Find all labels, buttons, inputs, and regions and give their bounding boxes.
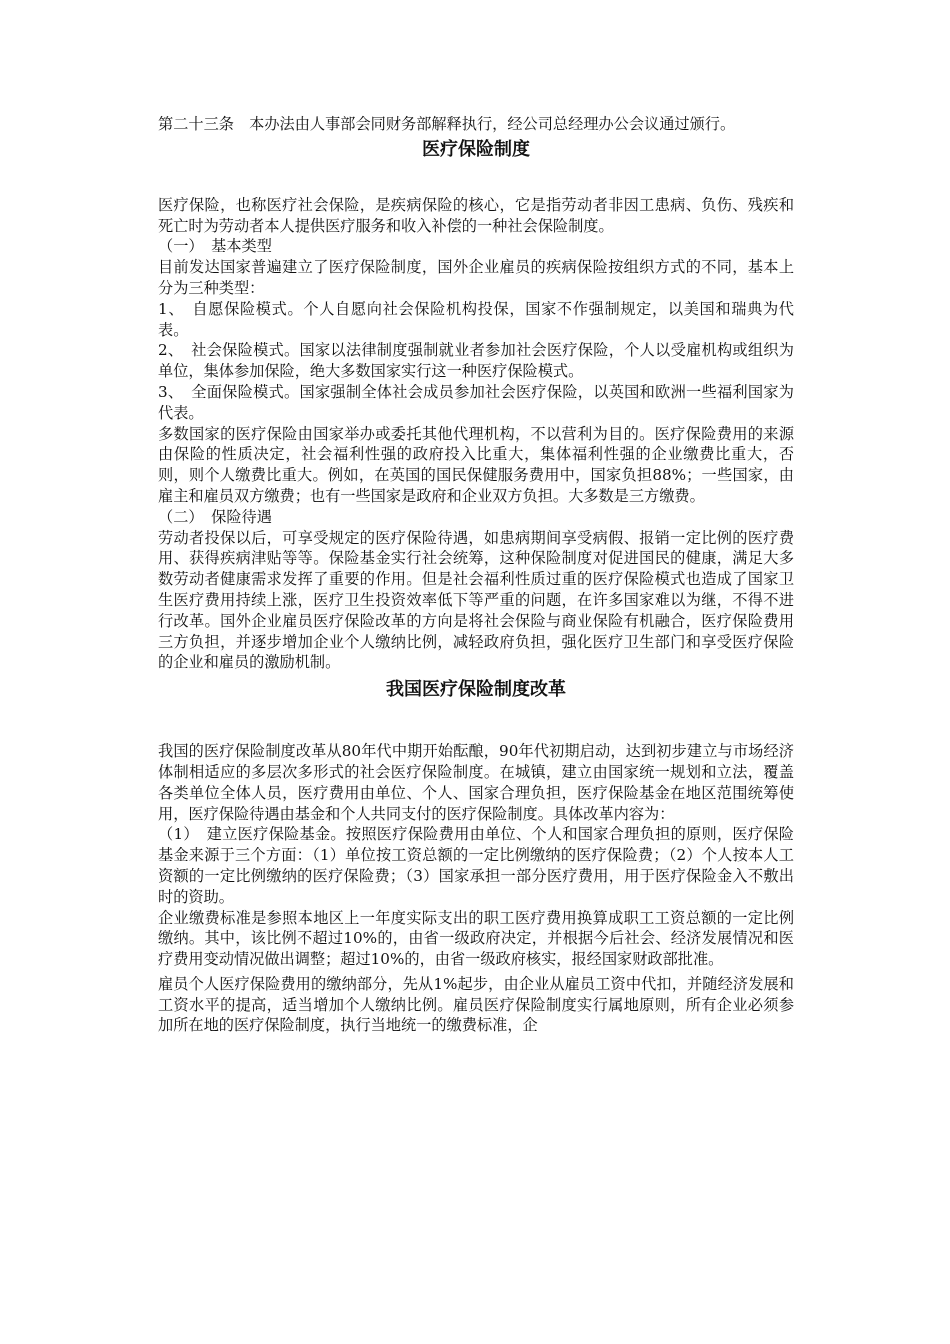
type-item-2: 2、 社会保险模式。国家以法律制度强制就业者参加社会医疗保险，个人以受雇机构或组织为单位，集体参加保险，绝大多数国家实行这一种医疗保险模式。 bbox=[158, 341, 794, 381]
benefits-paragraph: 劳动者投保以后，可享受规定的医疗保险待遇，如患病期间享受病假、报销一定比例的医疗费用、获得疾病津贴等等。保险基金实行社会统筹，这种保险制度对促进国民的健康，满足大多数劳动者健康需求发挥了重要的作用。但是社会福利性质过重的医疗保险模式也造成了国家卫生医疗费用持续上涨，医疗卫生投资效率低下等严重的问题，在许多国家难以为继，不得不进行改革。国外企业雇员医疗保险改革的方向是将社会保险与商业保险有机融合，医疗保险费用三方负担，并逐步增加企业个人缴纳比例，减轻政府负担，强化医疗卫生部门和享受医疗保险的企业和雇员的激励机制。 bbox=[158, 528, 794, 672]
subheading-benefits: （二） 保险待遇 bbox=[158, 507, 272, 526]
type-item-1: 1、 自愿保险模式。个人自愿向社会保险机构投保，国家不作强制规定，以美国和瑞典为代表。 bbox=[158, 299, 794, 339]
section-title-medical-insurance: 医疗保险制度 bbox=[422, 138, 530, 160]
funding-paragraph: 多数国家的医疗保险由国家举办或委托其他代理机构，不以营利为目的。医疗保险费用的来源由保险的性质决定，社会福利性强的政府投入比重大，集体福利性强的企业缴费比重大，否则，则个人缴费比重大。例如，在英国的国民保健服务费用中，国家负担88%；一些国家，由雇主和雇员双方缴费；也有一些国家是政府和企业双方负担。大多数是三方缴费。 bbox=[158, 424, 794, 505]
reform-intro-paragraph: 我国的医疗保险制度改革从80年代中期开始酝酿，90年代初期启动，达到初步建立与市场经济体制相适应的多层次多形式的社会医疗保险制度。在城镇，建立由国家统一规划和立法，覆盖各类单位全体人员，医疗费用由单位、个人、国家合理负担，医疗保险基金在地区范围统筹使用，医疗保险待遇由基金和个人共同支付的医疗保险制度。具体改革内容为： bbox=[158, 742, 794, 823]
page-bottom-blank bbox=[0, 1113, 950, 1344]
section-title-reform: 我国医疗保险制度改革 bbox=[386, 679, 566, 701]
article-23: 第二十三条 本办法由人事部会同财务部解释执行，经公司总经理办公会议通过颁行。 bbox=[158, 115, 736, 133]
types-intro-paragraph: 目前发达国家普遍建立了医疗保险制度，国外企业雇员的疾病保险按组织方式的不同，基本上分为三种类型： bbox=[158, 258, 794, 297]
employee-contribution-paragraph: 雇员个人医疗保险费用的缴纳部分，先从1%起步，由企业从雇员工资中代扣，并随经济发展和工资水平的提高，适当增加个人缴纳比例。雇员医疗保险制度实行属地原则，所有企业必须参加所在地的医疗保险制度，执行当地统一的缴费标准，企 bbox=[158, 974, 794, 1035]
type-item-3: 3、 全面保险模式。国家强制全体社会成员参加社会医疗保险，以英国和欧洲一些福利国家为代表。 bbox=[158, 382, 794, 422]
reform-item-1: （1） 建立医疗保险基金。按照医疗保险费用由单位、个人和国家合理负担的原则，医疗保险基金来源于三个方面：（1）单位按工资总额的一定比例缴纳的医疗保险费；（2）个人按本人工资额的一定比例缴纳的医疗保险费；（3）国家承担一部分医疗费用，用于医疗保险金入不敷出时的资助。 bbox=[158, 825, 794, 906]
document-page bbox=[158, 114, 794, 1036]
intro-paragraph: 医疗保险，也称医疗社会保险，是疾病保险的核心，它是指劳动者非因工患病、负伤、残疾和死亡时为劳动者本人提供医疗服务和收入补偿的一种社会保险制度。 bbox=[158, 195, 794, 235]
subheading-basic-types: （一） 基本类型 bbox=[158, 237, 272, 256]
employer-contribution-paragraph: 企业缴费标准是参照本地区上一年度实际支出的职工医疗费用换算成职工工资总额的一定比例缴纳。其中，该比例不超过10%的，由省一级政府决定，并根据今后社会、经济发展情况和医疗费用变动情况做出调整；超过10%的，由省一级政府核实，报经国家财政部批准。 bbox=[158, 908, 794, 969]
